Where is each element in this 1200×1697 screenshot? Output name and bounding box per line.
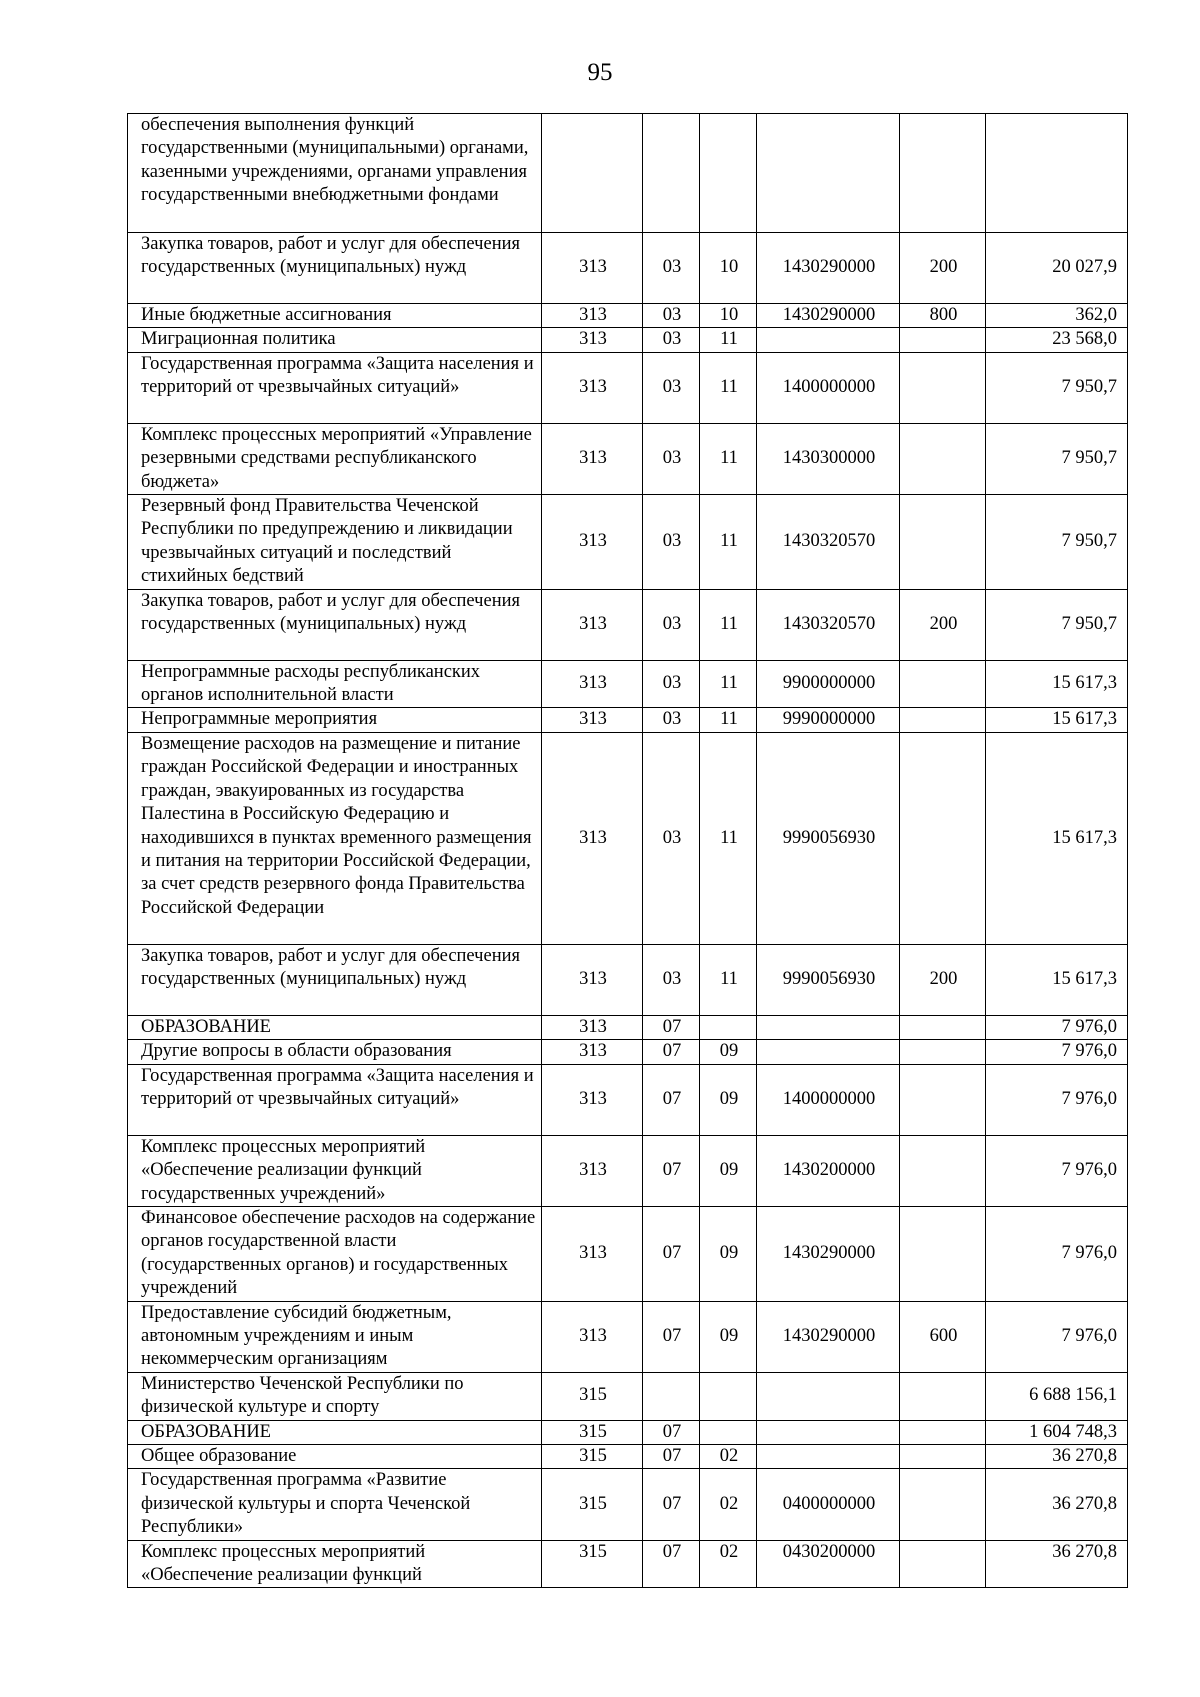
table-row [128,233,1128,304]
cell-amount: 7 976,0 [986,1301,1128,1372]
cell-expense-type [900,1469,986,1540]
cell-ministry: 315 [542,1420,643,1444]
cell-amount: 7 976,0 [986,1064,1128,1135]
cell-target [757,1372,900,1420]
cell-ministry: 313 [542,589,643,660]
cell-subsection: 10 [700,233,757,304]
cell-subsection: 11 [700,352,757,423]
cell-ministry: 313 [542,1040,643,1064]
cell-subsection: 11 [700,589,757,660]
cell-name: Финансовое обеспечение расходов на содержание органов государственной власти (государственных органов) и государственных учреждений [128,1206,542,1301]
cell-ministry: 313 [542,944,643,1015]
cell-ministry: 315 [542,1444,643,1468]
cell-name: Комплекс процессных мероприятий «Обеспечение реализации функций государственных учреждений» [128,1135,542,1206]
cell-target: 1430290000 [757,304,900,328]
table-row [128,114,1128,233]
cell-subsection: 11 [700,732,757,944]
cell-section [643,1372,700,1420]
cell-target: 9990000000 [757,708,900,732]
table-row [128,495,1128,590]
cell-expense-type [900,1206,986,1301]
cell-ministry: 313 [542,660,643,708]
cell-subsection: 11 [700,708,757,732]
cell-section: 03 [643,328,700,352]
cell-subsection: 09 [700,1206,757,1301]
cell-section: 03 [643,589,700,660]
cell-section: 07 [643,1301,700,1372]
cell-amount: 36 270,8 [986,1469,1128,1540]
cell-ministry: 313 [542,304,643,328]
cell-expense-type [900,1420,986,1444]
cell-name: Непрограммные мероприятия [128,708,542,732]
cell-amount: 36 270,8 [986,1540,1128,1588]
table-row [128,708,1128,732]
cell-target: 9990056930 [757,944,900,1015]
cell-amount: 7 950,7 [986,423,1128,494]
cell-amount: 7 976,0 [986,1015,1128,1039]
cell-target [757,328,900,352]
cell-section: 07 [643,1469,700,1540]
cell-amount: 7 976,0 [986,1040,1128,1064]
cell-section: 07 [643,1135,700,1206]
cell-section: 03 [643,944,700,1015]
cell-amount: 20 027,9 [986,233,1128,304]
table-row [128,1040,1128,1064]
cell-ministry: 315 [542,1540,643,1588]
table-row [128,1015,1128,1039]
cell-target: 1430320570 [757,589,900,660]
cell-ministry: 315 [542,1469,643,1540]
cell-target [757,1015,900,1039]
table-row [128,1301,1128,1372]
cell-expense-type: 200 [900,944,986,1015]
cell-ministry: 313 [542,423,643,494]
cell-subsection: 02 [700,1469,757,1540]
cell-target: 0430200000 [757,1540,900,1588]
cell-expense-type [900,1444,986,1468]
cell-subsection: 11 [700,328,757,352]
cell-section: 03 [643,352,700,423]
cell-target [757,1444,900,1468]
cell-target: 1430320570 [757,495,900,590]
cell-amount: 7 950,7 [986,589,1128,660]
cell-amount: 7 950,7 [986,495,1128,590]
cell-expense-type [900,1540,986,1588]
cell-subsection [700,114,757,233]
cell-subsection: 02 [700,1540,757,1588]
cell-ministry: 313 [542,1301,643,1372]
cell-amount: 15 617,3 [986,944,1128,1015]
cell-target [757,114,900,233]
cell-amount: 7 976,0 [986,1206,1128,1301]
cell-name: ОБРАЗОВАНИЕ [128,1420,542,1444]
cell-amount: 23 568,0 [986,328,1128,352]
cell-subsection [700,1015,757,1039]
table-row [128,660,1128,708]
cell-target [757,1420,900,1444]
cell-section: 07 [643,1040,700,1064]
cell-target [757,1040,900,1064]
cell-name: Другие вопросы в области образования [128,1040,542,1064]
page-number: 95 [587,59,613,86]
cell-ministry: 313 [542,233,643,304]
cell-name: Резервный фонд Правительства Чеченской Республики по предупреждению и ликвидации чрезвычайных ситуаций и последствий стихийных бедствий [128,495,542,590]
cell-ministry: 313 [542,352,643,423]
cell-amount: 15 617,3 [986,660,1128,708]
cell-target: 1430300000 [757,423,900,494]
cell-section: 07 [643,1206,700,1301]
table-row [128,304,1128,328]
cell-target: 9900000000 [757,660,900,708]
cell-name: Предоставление субсидий бюджетным, автономным учреждениям и иным некоммерческим организациям [128,1301,542,1372]
cell-expense-type: 800 [900,304,986,328]
cell-target: 1400000000 [757,1064,900,1135]
budget-table [127,113,1128,1588]
cell-name: Закупка товаров, работ и услуг для обеспечения государственных (муниципальных) нужд [128,944,542,1015]
table-row [128,1540,1128,1588]
cell-amount: 36 270,8 [986,1444,1128,1468]
table-row [128,423,1128,494]
table-row [128,1469,1128,1540]
cell-amount: 7 976,0 [986,1135,1128,1206]
cell-expense-type [900,1372,986,1420]
cell-section: 07 [643,1540,700,1588]
cell-name: Государственная программа «Защита населения и территорий от чрезвычайных ситуаций» [128,1064,542,1135]
cell-expense-type [900,660,986,708]
cell-ministry: 313 [542,708,643,732]
cell-expense-type [900,328,986,352]
table-row [128,732,1128,944]
cell-expense-type [900,423,986,494]
cell-section: 03 [643,233,700,304]
cell-amount: 1 604 748,3 [986,1420,1128,1444]
cell-section: 03 [643,304,700,328]
cell-name: Возмещение расходов на размещение и питание граждан Российской Федерации и иностранных граждан, эвакуированных из государства Палестина в Российскую Федерацию и находившихся в пунктах временного размещения и питания на территории Российской Федерации, за счет средств резервного фонда Правительства Российской Федерации [128,732,542,944]
cell-expense-type [900,114,986,233]
cell-target: 1430290000 [757,233,900,304]
cell-target: 1430290000 [757,1206,900,1301]
cell-name: Министерство Чеченской Республики по физической культуре и спорту [128,1372,542,1420]
cell-name: Общее образование [128,1444,542,1468]
cell-expense-type [900,708,986,732]
cell-subsection [700,1420,757,1444]
cell-section: 03 [643,732,700,944]
cell-amount [986,114,1128,233]
cell-name: ОБРАЗОВАНИЕ [128,1015,542,1039]
cell-amount: 7 950,7 [986,352,1128,423]
cell-section: 03 [643,495,700,590]
table-row [128,1206,1128,1301]
cell-target: 0400000000 [757,1469,900,1540]
cell-name: Миграционная политика [128,328,542,352]
cell-name: обеспечения выполнения функций государственными (муниципальными) органами, казенными учреждениями, органами управления государственными внебюджетными фондами [128,114,542,233]
cell-ministry: 313 [542,1206,643,1301]
table-row [128,944,1128,1015]
cell-name: Государственная программа «Защита населения и территорий от чрезвычайных ситуаций» [128,352,542,423]
cell-name: Государственная программа «Развитие физической культуры и спорта Чеченской Республики» [128,1469,542,1540]
cell-subsection: 09 [700,1040,757,1064]
cell-ministry: 313 [542,328,643,352]
table-row [128,1420,1128,1444]
cell-subsection: 09 [700,1135,757,1206]
table-row [128,1372,1128,1420]
cell-expense-type [900,732,986,944]
cell-subsection: 11 [700,944,757,1015]
cell-section: 03 [643,708,700,732]
cell-amount: 362,0 [986,304,1128,328]
cell-section: 03 [643,660,700,708]
cell-ministry [542,114,643,233]
cell-subsection: 11 [700,495,757,590]
cell-expense-type [900,1064,986,1135]
cell-expense-type: 200 [900,233,986,304]
table-row [128,1444,1128,1468]
cell-section: 07 [643,1420,700,1444]
table-row [128,328,1128,352]
cell-ministry: 313 [542,732,643,944]
cell-subsection: 11 [700,423,757,494]
cell-ministry: 313 [542,495,643,590]
cell-name: Комплекс процессных мероприятий «Управление резервными средствами республиканского бюджета» [128,423,542,494]
cell-name: Иные бюджетные ассигнования [128,304,542,328]
cell-section: 03 [643,423,700,494]
table-row [128,352,1128,423]
cell-subsection: 09 [700,1064,757,1135]
cell-expense-type [900,1015,986,1039]
cell-expense-type: 600 [900,1301,986,1372]
cell-name: Закупка товаров, работ и услуг для обеспечения государственных (муниципальных) нужд [128,589,542,660]
cell-expense-type [900,495,986,590]
cell-amount: 15 617,3 [986,732,1128,944]
cell-amount: 6 688 156,1 [986,1372,1128,1420]
cell-expense-type: 200 [900,589,986,660]
cell-expense-type [900,1040,986,1064]
cell-target: 1400000000 [757,352,900,423]
cell-name: Непрограммные расходы республиканских органов исполнительной власти [128,660,542,708]
cell-subsection [700,1372,757,1420]
cell-amount: 15 617,3 [986,708,1128,732]
cell-subsection: 09 [700,1301,757,1372]
cell-subsection: 10 [700,304,757,328]
cell-ministry: 313 [542,1015,643,1039]
cell-target: 1430290000 [757,1301,900,1372]
table-row [128,1064,1128,1135]
cell-ministry: 313 [542,1064,643,1135]
table-row [128,589,1128,660]
cell-ministry: 315 [542,1372,643,1420]
table-row [128,1135,1128,1206]
cell-name: Комплекс процессных мероприятий «Обеспечение реализации функций [128,1540,542,1588]
cell-target: 9990056930 [757,732,900,944]
cell-expense-type [900,352,986,423]
cell-name: Закупка товаров, работ и услуг для обеспечения государственных (муниципальных) нужд [128,233,542,304]
cell-section: 07 [643,1064,700,1135]
cell-target: 1430200000 [757,1135,900,1206]
cell-subsection: 11 [700,660,757,708]
cell-section [643,114,700,233]
cell-subsection: 02 [700,1444,757,1468]
cell-section: 07 [643,1015,700,1039]
cell-section: 07 [643,1444,700,1468]
cell-ministry: 313 [542,1135,643,1206]
cell-expense-type [900,1135,986,1206]
